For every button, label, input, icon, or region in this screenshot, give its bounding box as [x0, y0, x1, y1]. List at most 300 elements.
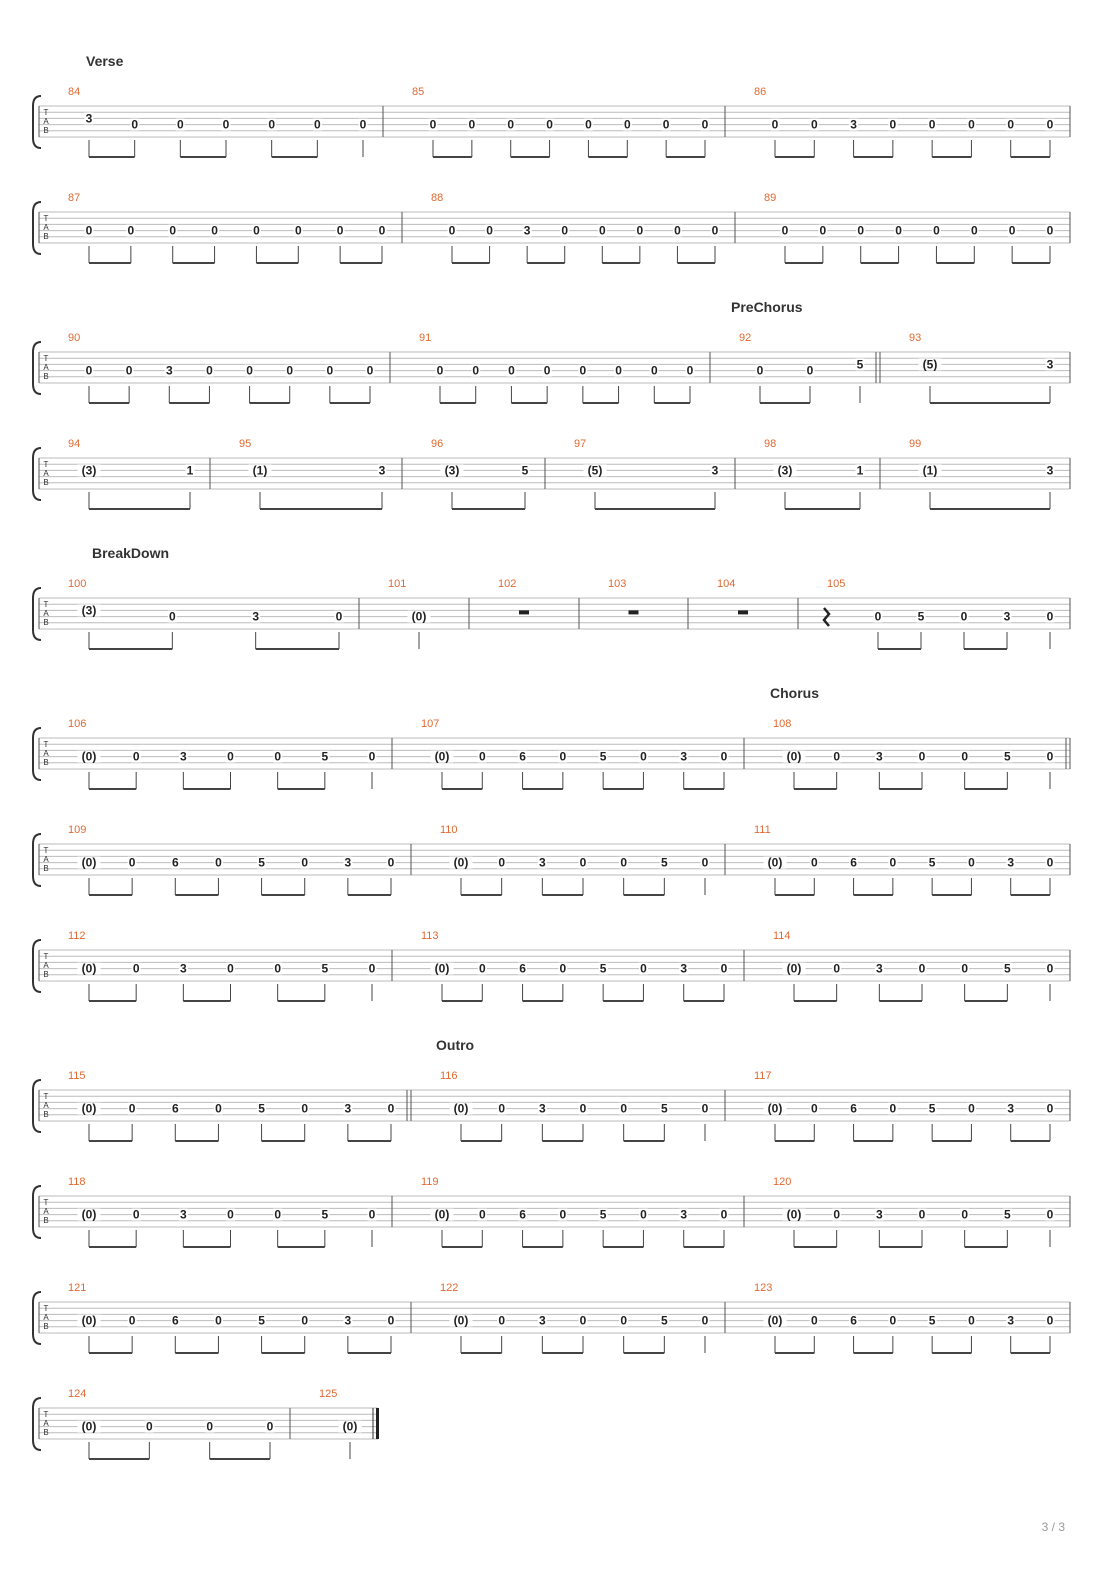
fret-number: 0	[336, 223, 344, 238]
fret-number: 0	[701, 1101, 709, 1116]
fret-number: (0)	[767, 1313, 783, 1328]
tab-clef-letter: B	[43, 864, 49, 873]
fret-number: 6	[519, 961, 526, 976]
fret-number: 1	[856, 463, 864, 478]
fret-number: 3	[538, 1101, 546, 1116]
tab-clef-letter: T	[43, 460, 49, 469]
fret-number: (3)	[81, 603, 97, 618]
fret-number: 0	[711, 223, 719, 238]
fret-number: 6	[519, 749, 526, 764]
bar-number: 86	[754, 86, 767, 98]
tab-clef-letter: A	[43, 749, 49, 758]
fret-number: 6	[850, 855, 857, 870]
fret-number: 0	[253, 223, 260, 238]
tab-system	[33, 299, 1070, 403]
tab-system	[33, 1037, 1070, 1141]
fret-number: 5	[1003, 961, 1011, 976]
fret-number: 0	[85, 223, 93, 238]
bar-number: 117	[754, 1070, 772, 1082]
fret-number: 6	[850, 1101, 857, 1116]
tab-clef-letter: A	[43, 117, 49, 126]
fret-number: 5	[599, 749, 607, 764]
fret-number: 5	[599, 961, 607, 976]
system-brace	[33, 588, 41, 640]
fret-number: 0	[1046, 609, 1054, 624]
system-brace	[33, 1398, 41, 1450]
bar-number: 89	[764, 192, 777, 204]
fret-number: 0	[579, 363, 587, 378]
fret-number: 3	[179, 1207, 187, 1222]
fret-number: 1	[186, 463, 194, 478]
fret-number: 3	[179, 961, 187, 976]
fret-number: 0	[543, 363, 551, 378]
section-label: PreChorus	[731, 299, 803, 315]
fret-number: 0	[662, 117, 670, 132]
bar-number: 98	[764, 438, 777, 450]
tab-system	[33, 545, 1070, 649]
section-label: Outro	[436, 1037, 475, 1053]
tab-system	[33, 53, 1070, 157]
fret-number: 0	[478, 961, 486, 976]
bar-number: 116	[440, 1070, 458, 1082]
fret-number: 6	[850, 1313, 857, 1328]
fret-number: 0	[833, 961, 841, 976]
fret-number: 0	[478, 1207, 486, 1222]
tab-clef-letter: T	[43, 214, 49, 223]
fret-number: 5	[1003, 1207, 1011, 1222]
fret-number: 0	[701, 1313, 709, 1328]
fret-number: (0)	[786, 1207, 802, 1222]
bar-number: 99	[909, 438, 922, 450]
bar-number: 103	[608, 578, 627, 590]
fret-number: 0	[128, 1101, 136, 1116]
bar-number: 92	[739, 332, 752, 344]
fret-number: 3	[680, 749, 688, 764]
fret-number: 0	[1046, 223, 1054, 238]
bar-number: 122	[440, 1282, 459, 1294]
fret-number: 0	[368, 961, 376, 976]
fret-number: 0	[781, 223, 789, 238]
tab-clef-letter: A	[43, 363, 49, 372]
fret-number: 0	[961, 749, 969, 764]
tab-clef-letter: B	[43, 372, 49, 381]
fret-number: 0	[131, 117, 139, 132]
fret-number: 5	[599, 1207, 607, 1222]
fret-number: 0	[378, 223, 386, 238]
fret-number: 0	[498, 1101, 506, 1116]
fret-number: 3	[875, 961, 883, 976]
fret-number: 0	[498, 855, 506, 870]
final-barline-thick	[376, 1408, 379, 1439]
fret-number: 3	[344, 1101, 352, 1116]
fret-number: 0	[498, 1313, 506, 1328]
fret-number: 5	[928, 855, 936, 870]
fret-number: 0	[486, 223, 493, 238]
fret-number: 0	[701, 117, 709, 132]
tab-clef-letter: T	[43, 1304, 49, 1313]
fret-number: (0)	[453, 855, 469, 870]
fret-number: 0	[125, 363, 133, 378]
fret-number: 3	[875, 1207, 883, 1222]
fret-number: 0	[546, 117, 553, 132]
fret-number: (0)	[342, 1419, 358, 1434]
tab-clef-letter: A	[43, 1207, 49, 1216]
fret-number: 0	[326, 363, 334, 378]
fret-number: 0	[206, 363, 213, 378]
tab-clef-letter: A	[43, 1313, 49, 1322]
fret-number: 0	[650, 363, 658, 378]
tab-clef-letter: B	[43, 232, 49, 241]
bar-number: 97	[574, 438, 587, 450]
fret-number: 5	[258, 1313, 265, 1328]
fret-number: 0	[585, 117, 592, 132]
fret-number: 0	[359, 117, 367, 132]
fret-number: 0	[559, 749, 567, 764]
fret-number: 0	[313, 117, 321, 132]
fret-number: (0)	[81, 961, 97, 976]
fret-number: 3	[179, 749, 187, 764]
bar-number: 114	[773, 930, 791, 942]
tab-system	[33, 930, 1070, 1001]
tab-clef-letter: T	[43, 354, 49, 363]
bar-number: 125	[319, 1388, 338, 1400]
fret-number: 0	[674, 223, 681, 238]
bar-number: 111	[754, 824, 771, 836]
fret-number: (0)	[767, 855, 783, 870]
fret-number: 3	[850, 117, 857, 132]
fret-number: 0	[366, 363, 374, 378]
system-brace	[33, 342, 41, 394]
fret-number: 0	[215, 855, 222, 870]
fret-number: 0	[478, 749, 486, 764]
tab-clef-letter: A	[43, 855, 49, 864]
tab-system	[33, 438, 1070, 509]
tab-clef-letter: T	[43, 1092, 49, 1101]
fret-number: 5	[321, 961, 329, 976]
fret-number: 5	[1003, 749, 1011, 764]
system-brace	[33, 448, 41, 500]
tab-system	[33, 685, 1070, 789]
bar-number: 95	[239, 438, 252, 450]
fret-number: 0	[756, 363, 764, 378]
fret-number: 0	[301, 1101, 309, 1116]
fret-number: 3	[680, 1207, 688, 1222]
fret-number: 0	[889, 1101, 897, 1116]
fret-number: 3	[711, 463, 719, 478]
fret-number: (1)	[922, 463, 938, 478]
fret-number: 0	[895, 223, 902, 238]
fret-number: 0	[274, 961, 282, 976]
bar-number: 118	[68, 1176, 86, 1188]
fret-number: 0	[968, 1101, 975, 1116]
bar-number: 87	[68, 192, 81, 204]
fret-number: 0	[968, 117, 975, 132]
fret-number: 5	[660, 855, 668, 870]
whole-rest	[738, 610, 748, 614]
fret-number: 0	[889, 855, 897, 870]
bar-number: 121	[68, 1282, 87, 1294]
tab-clef-letter: A	[43, 609, 49, 618]
fret-number: 0	[266, 1419, 274, 1434]
fret-number: 0	[833, 1207, 841, 1222]
fret-number: 0	[507, 117, 515, 132]
system-brace	[33, 1186, 41, 1238]
fret-number: (0)	[81, 1101, 97, 1116]
fret-number: 0	[227, 961, 234, 976]
tab-clef-letter: B	[43, 1428, 49, 1437]
fret-number: (3)	[444, 463, 460, 478]
tab-system	[33, 1176, 1070, 1247]
fret-number: 0	[933, 223, 940, 238]
bar-number: 91	[419, 332, 432, 344]
fret-number: 0	[579, 855, 587, 870]
fret-number: 0	[720, 1207, 728, 1222]
tab-clef-letter: A	[43, 1419, 49, 1428]
fret-number: 3	[1007, 855, 1015, 870]
fret-number: 0	[1046, 749, 1054, 764]
bar-number: 84	[68, 86, 81, 98]
tab-clef-letter: A	[43, 469, 49, 478]
fret-number: 3	[378, 463, 386, 478]
fret-number: 3	[344, 855, 352, 870]
fret-number: 0	[1007, 117, 1015, 132]
fret-number: (0)	[81, 855, 97, 870]
fret-number: 0	[1008, 223, 1016, 238]
fret-number: 3	[523, 223, 531, 238]
bar-number: 102	[498, 578, 517, 590]
tab-clef-letter: B	[43, 1110, 49, 1119]
fret-number: 0	[701, 855, 709, 870]
fret-number: (0)	[453, 1101, 469, 1116]
section-label: Chorus	[770, 685, 819, 701]
tab-clef-letter: T	[43, 1410, 49, 1419]
fret-number: 0	[806, 363, 814, 378]
bar-number: 119	[421, 1176, 439, 1188]
fret-number: 0	[889, 1313, 897, 1328]
fret-number: 0	[961, 1207, 969, 1222]
bar-number: 101	[388, 578, 407, 590]
tab-clef-letter: T	[43, 952, 49, 961]
fret-number: 0	[559, 961, 567, 976]
tab-clef-letter: B	[43, 1216, 49, 1225]
fret-number: 0	[1046, 961, 1054, 976]
fret-number: (0)	[786, 961, 802, 976]
fret-number: 0	[810, 1313, 818, 1328]
fret-number: (5)	[587, 463, 603, 478]
fret-number: 3	[344, 1313, 352, 1328]
fret-number: 0	[227, 749, 234, 764]
tab-system	[33, 1388, 379, 1459]
system-brace	[33, 728, 41, 780]
fret-number: 0	[819, 223, 827, 238]
fret-number: 0	[429, 117, 437, 132]
tab-clef-letter: A	[43, 1101, 49, 1110]
bar-number: 96	[431, 438, 444, 450]
fret-number: 0	[215, 1101, 222, 1116]
fret-number: 0	[268, 117, 276, 132]
fret-number: 5	[856, 357, 864, 372]
fret-number: 0	[448, 223, 456, 238]
tab-clef-letter: T	[43, 1198, 49, 1207]
fret-number: (1)	[252, 463, 268, 478]
tab-clef-letter: A	[43, 223, 49, 232]
fret-number: 0	[168, 609, 176, 624]
fret-number: 0	[561, 223, 569, 238]
fret-number: 0	[211, 223, 218, 238]
fret-number: 0	[1046, 855, 1054, 870]
tab-clef-letter: B	[43, 478, 49, 487]
fret-number: (0)	[411, 609, 427, 624]
fret-number: 0	[335, 609, 343, 624]
fret-number: 5	[321, 1207, 329, 1222]
fret-number: 0	[145, 1419, 153, 1434]
fret-number: 5	[660, 1101, 668, 1116]
tab-clef-letter: B	[43, 618, 49, 627]
fret-number: 0	[132, 961, 140, 976]
bar-number: 107	[421, 718, 440, 730]
fret-number: (0)	[453, 1313, 469, 1328]
system-brace	[33, 202, 41, 254]
fret-number: 0	[436, 363, 444, 378]
bar-number: 113	[421, 930, 439, 942]
fret-number: 3	[538, 855, 546, 870]
fret-number: 3	[85, 111, 93, 126]
fret-number: 0	[559, 1207, 567, 1222]
fret-number: 3	[680, 961, 688, 976]
fret-number: (0)	[786, 749, 802, 764]
bar-number: 93	[909, 332, 922, 344]
fret-number: 0	[579, 1101, 587, 1116]
fret-number: 0	[132, 749, 140, 764]
fret-number: 0	[1046, 117, 1054, 132]
fret-number: 0	[640, 1207, 647, 1222]
fret-number: 0	[889, 117, 897, 132]
fret-number: 0	[468, 117, 476, 132]
fret-number: (0)	[81, 1419, 97, 1434]
fret-number: 0	[1046, 1207, 1054, 1222]
fret-number: (0)	[434, 749, 450, 764]
bar-number: 124	[68, 1388, 87, 1400]
system-brace	[33, 1292, 41, 1344]
bar-number: 104	[717, 578, 736, 590]
system-brace	[33, 834, 41, 886]
whole-rest	[629, 610, 639, 614]
fret-number: 0	[623, 117, 631, 132]
fret-number: 0	[1046, 1101, 1054, 1116]
bar-number: 112	[68, 930, 86, 942]
fret-number: 3	[1046, 357, 1054, 372]
fret-number: 0	[720, 961, 728, 976]
fret-number: 0	[128, 1313, 136, 1328]
tab-system	[33, 824, 1070, 895]
fret-number: 0	[968, 855, 975, 870]
fret-number: 0	[833, 749, 841, 764]
fret-number: (5)	[922, 357, 938, 372]
fret-number: 5	[928, 1101, 936, 1116]
fret-number: 0	[810, 117, 818, 132]
fret-number: 0	[294, 223, 302, 238]
fret-number: 0	[127, 223, 135, 238]
fret-number: 0	[227, 1207, 234, 1222]
fret-number: (0)	[434, 1207, 450, 1222]
fret-number: 0	[918, 961, 926, 976]
fret-number: 5	[521, 463, 529, 478]
system-brace	[33, 940, 41, 992]
fret-number: 5	[917, 609, 925, 624]
fret-number: 0	[368, 749, 376, 764]
fret-number: 0	[387, 1101, 395, 1116]
fret-number: 0	[720, 749, 728, 764]
fret-number: 0	[640, 961, 647, 976]
fret-number: (0)	[434, 961, 450, 976]
fret-number: 3	[538, 1313, 546, 1328]
fret-number: 0	[615, 363, 622, 378]
bar-number: 109	[68, 824, 87, 836]
section-label: Verse	[86, 53, 124, 69]
fret-number: 0	[918, 749, 926, 764]
fret-number: 0	[620, 1313, 628, 1328]
fret-number: 0	[810, 855, 818, 870]
tab-clef-letter: T	[43, 740, 49, 749]
fret-number: 3	[1003, 609, 1011, 624]
bar-number: 94	[68, 438, 81, 450]
tab-clef-letter: T	[43, 846, 49, 855]
fret-number: (3)	[81, 463, 97, 478]
tab-clef-letter: T	[43, 600, 49, 609]
fret-number: (0)	[81, 749, 97, 764]
bar-number: 106	[68, 718, 87, 730]
fret-number: 0	[686, 363, 694, 378]
fret-number: 0	[368, 1207, 376, 1222]
fret-number: 0	[968, 1313, 975, 1328]
fret-number: 0	[301, 855, 309, 870]
whole-rest	[519, 610, 529, 614]
fret-number: 3	[1046, 463, 1054, 478]
page-number: 3 / 3	[1041, 1520, 1065, 1534]
bar-number: 108	[773, 718, 792, 730]
system-brace	[33, 1080, 41, 1132]
systems-layer	[33, 53, 1070, 1459]
fret-number: 0	[961, 961, 969, 976]
fret-number: 0	[1046, 1313, 1054, 1328]
fret-number: 0	[472, 363, 480, 378]
fret-number: 0	[960, 609, 968, 624]
fret-number: 5	[928, 1313, 936, 1328]
bar-number: 88	[431, 192, 444, 204]
fret-number: 0	[128, 855, 136, 870]
tab-clef-letter: T	[43, 108, 49, 117]
fret-number: 0	[508, 363, 515, 378]
tab-clef-letter: B	[43, 1322, 49, 1331]
bar-number: 90	[68, 332, 81, 344]
fret-number: 0	[857, 223, 865, 238]
tab-system	[33, 1282, 1070, 1353]
fret-number: 3	[252, 609, 260, 624]
fret-number: 0	[387, 855, 395, 870]
bar-number: 120	[773, 1176, 792, 1188]
fret-number: 0	[598, 223, 606, 238]
fret-number: 6	[519, 1207, 526, 1222]
tab-clef-letter: B	[43, 970, 49, 979]
fret-number: 0	[579, 1313, 587, 1328]
bar-number: 115	[68, 1070, 86, 1082]
tab-clef-letter: A	[43, 961, 49, 970]
fret-number: 3	[165, 363, 173, 378]
fret-number: 5	[258, 1101, 265, 1116]
fret-number: 0	[620, 855, 628, 870]
fret-number: (0)	[81, 1207, 97, 1222]
bar-number: 123	[754, 1282, 773, 1294]
